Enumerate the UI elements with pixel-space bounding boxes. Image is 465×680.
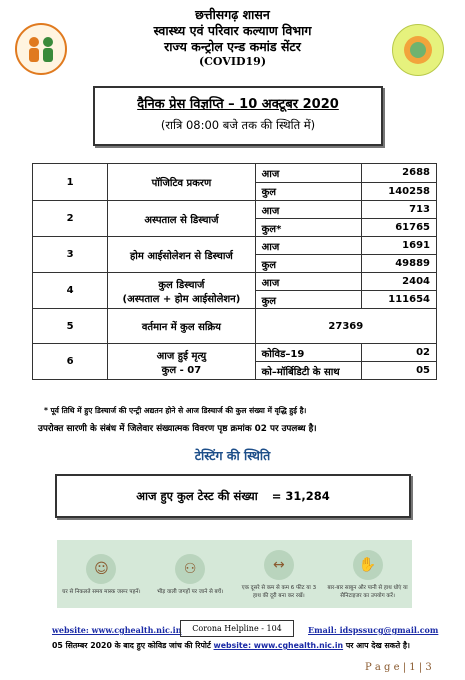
testing-title: टेस्टिंग की स्थिति (194, 448, 271, 463)
row-label: होम आईसोलेशन से डिस्चार्ज (108, 237, 255, 273)
row-number: 2 (33, 201, 108, 237)
row-sub-label: कुल* (255, 219, 361, 237)
header-covid: (COVID19) (198, 55, 267, 68)
row-sub-label: आज (255, 201, 361, 219)
banner-text: बार-बार साबुन और पानी से हाथ धोएं या सैनिटाइजर का उपयोग करें। (327, 584, 408, 599)
report-line (52, 641, 410, 651)
banner-item (327, 550, 409, 599)
row-number: 6 (33, 344, 108, 380)
row-label: वर्तमान में कुल सक्रिय (108, 309, 255, 344)
row-number: 3 (33, 237, 108, 273)
header-centre: राज्य कन्ट्रोल एन्ड कमांड सेंटर (164, 39, 301, 54)
website-link[interactable]: website: www.cghealth.nic.in (52, 625, 182, 635)
row-label: अस्पताल से डिस्चार्ज (108, 201, 255, 237)
discharge-footnote: * पूर्व तिथि में हुए डिस्चार्ज की एन्ट्री अद्यतन होने से आज डिस्चार्ज की कुल संख्या में वृद्धि हुई है। (44, 406, 307, 415)
table-row (33, 201, 437, 219)
page-number: P a g e | 1 | 3 (365, 662, 432, 673)
row-sub-label: आज (255, 237, 361, 255)
row-label-line1: आज हुई मृत्यु (156, 350, 207, 362)
covid-stats-table (32, 163, 437, 380)
row-sub-label: आज (255, 273, 361, 291)
row-label (108, 344, 255, 380)
distance-icon: ↔ (264, 550, 294, 580)
row-sub-label: कोविड–19 (255, 344, 361, 362)
row-value: 49889 (361, 255, 436, 273)
table-row (33, 344, 437, 362)
table-row (33, 273, 437, 291)
row-value: 02 (361, 344, 436, 362)
row-sub-label: आज (255, 164, 361, 183)
crowd-icon: ⚇ (175, 554, 205, 584)
banner-text: घर से निकलते समय मास्क जरूर पहनें। (62, 588, 141, 595)
banner-item (238, 550, 320, 599)
banner-text: एक दूसरे से कम से कम 6 फीट या 3 हाथ की दूरी बना कर रखें। (241, 584, 317, 599)
email-link[interactable]: Email: idspssucg@gmail.com (308, 625, 439, 635)
row-value: 61765 (361, 219, 436, 237)
row-number: 5 (33, 309, 108, 344)
report-line-pre: 05 सितम्बर 2020 के बाद हुए कोविड जांच की रिपोर्ट (52, 641, 211, 650)
press-release-box (93, 86, 383, 146)
banner-item (149, 554, 231, 595)
press-title: दैनिक प्रेस विज्ञप्ति – 10 अक्टूबर 2020 (137, 97, 339, 112)
report-website-link[interactable]: website: www.cghealth.nic.in (213, 641, 344, 650)
prevention-banner (57, 540, 412, 608)
row-label (108, 273, 255, 309)
table-row (33, 237, 437, 255)
press-subtitle: (रात्रि 08:00 बजे तक की स्थिति में) (160, 118, 316, 132)
mask-icon: ☺ (86, 554, 116, 584)
row-value: 2404 (361, 273, 436, 291)
header-department: स्वास्थ्य एवं परिवार कल्याण विभाग (153, 23, 312, 38)
row-value: 713 (361, 201, 436, 219)
table-row (33, 309, 437, 344)
handwash-icon: ✋ (353, 550, 383, 580)
row-value: 2688 (361, 164, 436, 183)
row-label-line1: कुल डिस्चार्ज (158, 279, 205, 291)
testing-box (55, 474, 411, 518)
row-sub-label: कुल (255, 291, 361, 309)
table-row (33, 164, 437, 183)
header-state: छत्तीसगढ़ शासन (195, 7, 270, 22)
row-label-line2: कुल - 07 (161, 364, 202, 376)
row-value: 1691 (361, 237, 436, 255)
row-sub-label: को–मॉर्बिडिटी के साथ (255, 362, 361, 380)
row-sub-label: कुल (255, 182, 361, 201)
district-details-note: उपरोक्त सारणी के संबंध में जिलेवार संख्यात्मक विवरण पृष्ठ क्रमांक 02 पर उपलब्ध है। (38, 424, 317, 434)
banner-text: भीड़ वाली जगहों पर जाने से बचें। (157, 588, 224, 595)
row-value: 140258 (361, 182, 436, 201)
row-number: 1 (33, 164, 108, 201)
row-label: पॉजिटिव प्रकरण (108, 164, 255, 201)
testing-label: आज हुए कुल टेस्ट की संख्या (136, 488, 258, 503)
row-value: 27369 (255, 309, 436, 344)
row-number: 4 (33, 273, 108, 309)
row-sub-label: कुल (255, 255, 361, 273)
row-value: 05 (361, 362, 436, 380)
banner-item (60, 554, 142, 595)
testing-value: = 31,284 (271, 489, 330, 503)
report-line-post: पर आप देख सकते है। (345, 641, 411, 650)
row-value: 111654 (361, 291, 436, 309)
row-label-line2: (अस्पताल + होम आईसोलेशन) (122, 293, 241, 305)
helpline-box: Corona Helpline - 104 (180, 620, 294, 637)
